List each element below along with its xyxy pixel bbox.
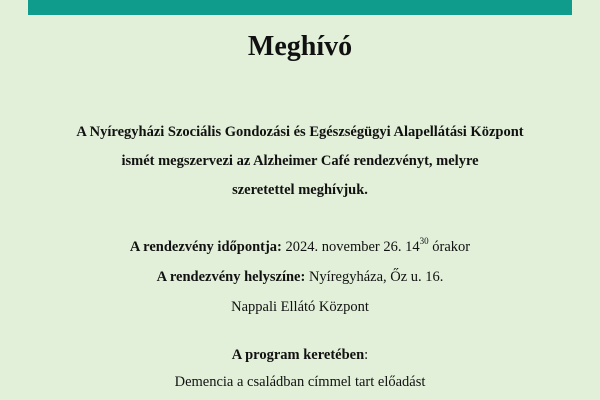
event-time-suffix: órakor	[432, 239, 471, 255]
program-heading	[0, 346, 600, 364]
event-place-line	[0, 268, 600, 286]
event-place-label: A rendezvény helyszíne:	[156, 269, 306, 285]
page-title: Meghívó	[247, 31, 353, 62]
top-color-bar	[28, 0, 572, 15]
event-date-line	[0, 238, 600, 256]
event-date-value: 2024. november 26. 14	[285, 239, 420, 255]
intro-line-1: A Nyíregyházi Szociális Gondozási és Egészségügyi Alapellátási Központ	[76, 124, 524, 140]
event-time-minutes: 30	[419, 236, 429, 247]
intro-line-2: ismét megszervezi az Alzheimer Café rendezvényt, melyre	[121, 153, 479, 169]
program-label: A program keretében	[231, 347, 365, 363]
event-place-value: Nyíregyháza, Őz u. 16.	[308, 269, 444, 285]
event-date-label: A rendezvény időpontja:	[129, 239, 282, 255]
program-label-colon: :	[364, 347, 369, 363]
event-place-detail: Nappali Ellátó Központ	[231, 299, 369, 315]
intro-line-3: szeretettel meghívjuk.	[232, 182, 368, 198]
program-item-1: Demencia a családban címmel tart előadást	[174, 374, 426, 390]
